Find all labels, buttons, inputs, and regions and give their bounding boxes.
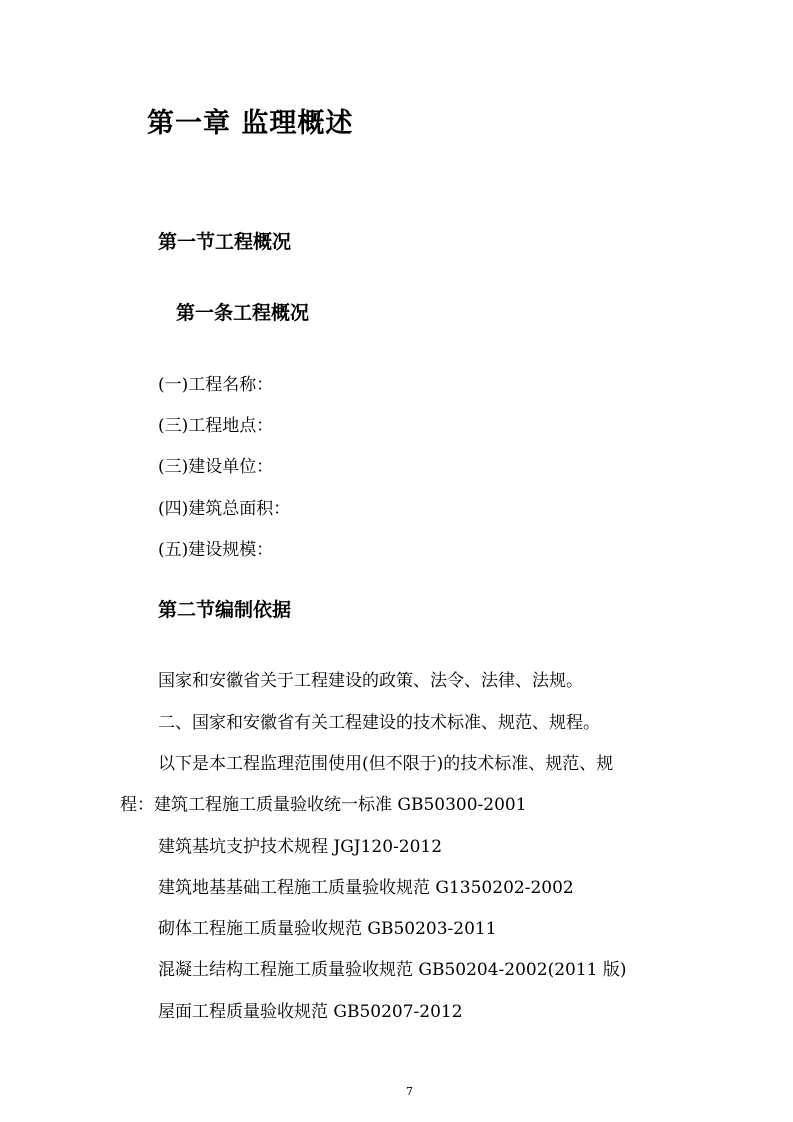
paragraph: 以下是本工程监理范围使用(但不限于)的技术标准、规范、规: [158, 754, 614, 774]
list-item: (三)建设单位：: [158, 457, 274, 477]
standard-item: 屋面工程质量验收规范 GB50207-2012: [158, 1002, 463, 1022]
section-heading-overview: 第一节工程概况: [158, 231, 292, 253]
page-number: 7: [406, 1085, 413, 1098]
standard-item: 建筑基坑支护技术规程 JGJ120-2012: [158, 837, 443, 857]
list-item: (一)工程名称：: [158, 375, 274, 395]
article-heading-overview: 第一条工程概况: [176, 302, 310, 324]
paragraph-continuation: 程：建筑工程施工质量验收统一标准 GB50300-2001: [120, 795, 527, 815]
section-heading-basis: 第二节编制依据: [158, 599, 292, 621]
list-item: (四)建筑总面积：: [158, 499, 291, 519]
list-item: (五)建设规模：: [158, 540, 274, 560]
standard-item: 混凝土结构工程施工质量验收规范 GB50204-2002(2011 版): [158, 960, 627, 980]
standard-item: 建筑地基基础工程施工质量验收规范 G1350202-2002: [158, 878, 574, 898]
standard-item: 砌体工程施工质量验收规范 GB50203-2011: [158, 919, 497, 939]
list-item: (三)工程地点：: [158, 416, 274, 436]
paragraph: 二、国家和安徽省有关工程建设的技术标准、规范、规程。: [158, 713, 600, 733]
chapter-title: 第一章 监理概述: [147, 108, 354, 139]
paragraph: 国家和安徽省关于工程建设的政策、法令、法律、法规。: [158, 671, 583, 691]
